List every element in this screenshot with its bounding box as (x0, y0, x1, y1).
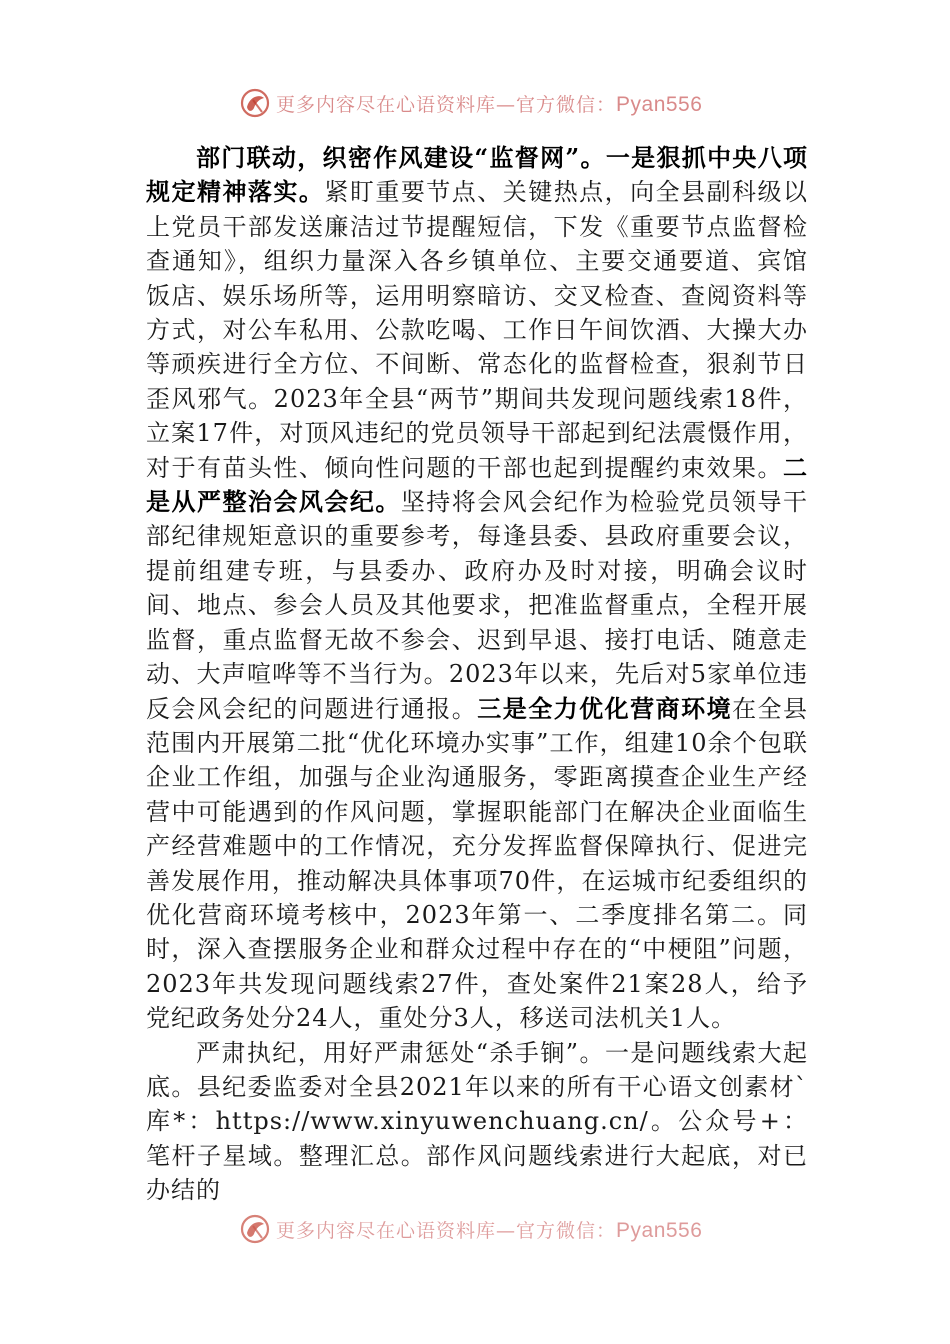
footer-banner-text (276, 1216, 702, 1243)
footer-banner-cn: 更多内容尽在心语资料库—官方微信： (276, 1219, 617, 1242)
footer-banner (238, 1212, 718, 1246)
paragraph-1-text-2: 坚持将会风会纪作为检验党员领导干部纪律规矩意识的重要参考，每逢县委、县政府重要会议，提前组建专班，与县委办、政府办及时对接，明确会议时间、地点、参会人员及其他要求，把准监督重点，全程开展监督，重点监督无故不参会、迟到早退、接打电话、随意走动、大声喧哗等不当行为。2023年以来，先后对5家单位违反会风会纪的问题进行通报。 (146, 488, 809, 723)
paragraph-1-lead-3: 三是全力优化营商环境 (477, 693, 733, 723)
header-banner-cn: 更多内容尽在心语资料库—官方微信： (276, 93, 617, 116)
header-banner-id: Pyan556 (616, 92, 703, 116)
paragraph-1-text-1: 紧盯重要节点、关键热点，向全县副科级以上党员干部发送廉洁过节提醒短信，下发《重要节点监督检查通知》，组织力量深入各乡镇单位、主要交通要道、宾馆饭店、娱乐场所等，运用明察暗访、交叉检查、查阅资料等方式，对公车私用、公款吃喝、工作日午间饮酒、大操大办等顽疾进行全方位、不间断、常态化的监督检查，狠刹节日歪风邪气。2023年全县“两节”期间共发现问题线索18件，立案17件，对顶风违纪的党员领导干部起到纪法震慑作用，对于有苗头性、倾向性问题的干部也起到提醒约束效果。 (146, 178, 809, 482)
paragraph-1-lead-2: 二是从严整治会风会纪。 (146, 452, 808, 517)
paragraph-1-lead: 部门联动，织密作风建设“监督网”。一是狠抓中央八项规定精神落实。 (146, 143, 808, 207)
body-text (146, 141, 808, 1208)
footer-banner-id: Pyan556 (616, 1218, 703, 1242)
paragraph-2: 严肃执纪，用好严肃惩处“杀手锏”。一是问题线索大起底。县纪委监委对全县2021年以来的所有干心语文创素材`库*：https://www.xinyuwenchuang.cn/。公众号+：笔杆子星域。整理汇总。部作风问题线索进行大起底，对已办结的 (146, 1038, 808, 1205)
paragraph-1 (146, 141, 808, 1036)
paragraph-1-text-3: 在全县范围内开展第二批“优化环境办实事”工作，组建10余个包联企业工作组，加强与企业沟通服务，零距离摸查企业生产经营中可能遇到的作风问题，掌握职能部门在解决企业面临生产经营难题中的工作情况，充分发挥监督保障执行、促进完善发展作用，推动解决具体事项70件，在运城市纪委组织的优化营商环境考核中，2023年第一、二季度排名第二。同时，深入查摆服务企业和群众过程中存在的“中梗阻”问题，2023年共发现问题线索27件，查处案件21案28人，给予党纪政务处分24人，重处分3人，移送司法机关1人。 (146, 694, 809, 1033)
logo-icon (238, 1212, 272, 1246)
